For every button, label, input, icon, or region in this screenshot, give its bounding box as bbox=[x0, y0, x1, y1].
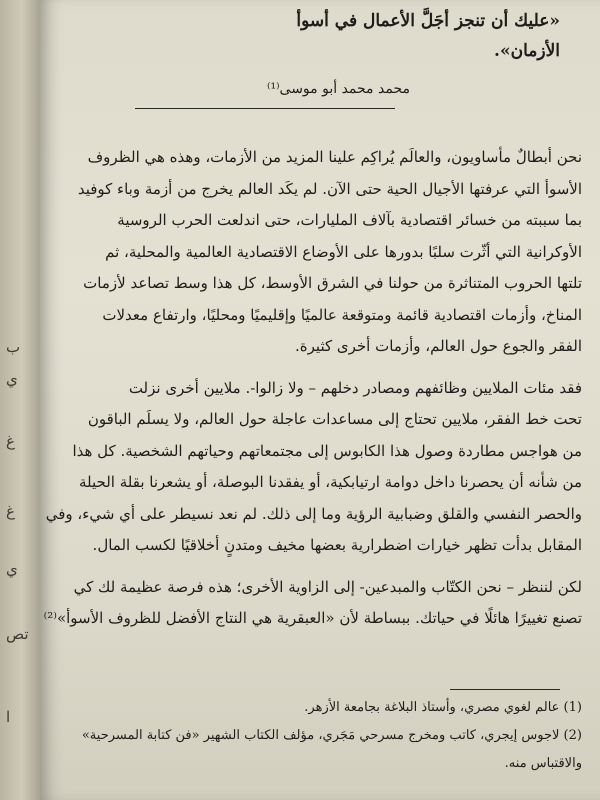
text-line: نحن أبطالٌ مأساويون، والعالَم يُراكِم علينا المزيد من الأزمات، وهذه هي الظروف bbox=[87, 148, 582, 166]
text-line: المناخ، وأزمات اقتصادية قائمة ومتوقعة عالميًا وإقليميًا ومحليًا، وارتفاع معدلات bbox=[102, 305, 582, 324]
previous-page-edge bbox=[0, 0, 41, 800]
previous-page-fragment: غ bbox=[6, 432, 15, 450]
footnote: (1) عالم لغوي مصري، وأستاذ البلاغة بجامعة الأزهر. bbox=[304, 700, 582, 715]
previous-page-fragment: غ bbox=[6, 502, 15, 520]
book-page bbox=[40, 0, 600, 800]
body-text bbox=[43, 142, 582, 643]
author-underline bbox=[135, 108, 395, 109]
text-line: من شأنه أن يحصرنا داخل دوامة ارتيابكية، أو يفقدنا البوصلة، أو يشعرنا بقلة الحيلة bbox=[79, 473, 582, 491]
text-line: لكن لننظر – نحن الكتّاب والمبدعين- إلى الزاوية الأخرى؛ هذه فرصة عظيمة لك كي bbox=[73, 577, 582, 596]
paragraph bbox=[43, 572, 582, 635]
epigraph-author: محمد محمد أبو موسى⁽¹⁾ bbox=[267, 81, 410, 97]
footnote-separator bbox=[450, 689, 560, 690]
text-line: تصنع تغييرًا هائلًا في حياتك. ببساطة لأن «العبقرية هي النتاج الأفضل للظروف الأسوأ»⁽²⁾ bbox=[43, 609, 582, 627]
previous-page-fragment: ب bbox=[6, 338, 21, 356]
paragraph bbox=[62, 142, 582, 363]
text-line: تلتها الحروب المتناثرة من حولنا في الشرق الأوسط، كل هذا وسط تصاعد لأزمات bbox=[83, 274, 582, 292]
footnotes bbox=[62, 694, 582, 778]
previous-page-fragment: ا bbox=[6, 708, 11, 726]
footnote: والاقتباس منه. bbox=[504, 756, 582, 771]
footnote: (2) لاجوس إيجري، كاتب ومخرج مسرحي مَجَري، مؤلف الكتاب الشهير «فن كتابة المسرحية» bbox=[81, 728, 582, 743]
text-line: فقد مئات الملايين وظائفهم ومصادر دخلهم – ولا زالوا-. ملايين أخرى نزلت bbox=[128, 378, 582, 397]
previous-page-fragment: ي bbox=[6, 560, 18, 578]
epigraph-line: الأزمان». bbox=[494, 41, 560, 61]
epigraph-line: «عليك أن تنجز أجَلَّ الأعمال في أسوأ bbox=[296, 11, 560, 31]
text-line: الفقر والجوع حول العالم، وأزمات أخرى كثيرة. bbox=[295, 337, 582, 355]
text-line: والحصر النفسي والقلق وضبابية الرؤية وما إلى ذلك. لم نعد نسيطر على أي شيء، وفي bbox=[45, 504, 582, 523]
text-line: تحت خط الفقر، ملايين تحتاج إلى مساعدات عاجلة حول العالم، ولا يسلَم الباقون bbox=[87, 410, 582, 428]
paragraph bbox=[45, 373, 582, 562]
text-line: المقابل بدأت تظهر خيارات اضطرارية بعضها مخيف ومتدنٍ أخلاقيًا لكسب المال. bbox=[92, 536, 582, 554]
text-line: من هواجس مطاردة وصول هذا الكابوس إلى مجتمعاتهم وحياتهم الشخصية. كل هذا bbox=[72, 441, 582, 460]
previous-page-fragment: تص bbox=[6, 625, 29, 643]
previous-page-fragment: ي bbox=[6, 370, 18, 388]
text-line: بما سببته من خسائر اقتصادية بآلاف المليارات، حتى اندلعت الحرب الروسية bbox=[117, 211, 582, 229]
text-line: الأوكرانية التي أثّرت سلبًا بدورها على الأوضاع الاقتصادية العالمية والمحلية، ثم bbox=[105, 242, 582, 261]
epigraph-quote bbox=[140, 6, 560, 66]
text-line: الأسوأ التي عرفتها الأجيال الحية حتى الآن. لم يكَد العالم يخرج من أزمة وباء كوفيد bbox=[77, 179, 582, 198]
